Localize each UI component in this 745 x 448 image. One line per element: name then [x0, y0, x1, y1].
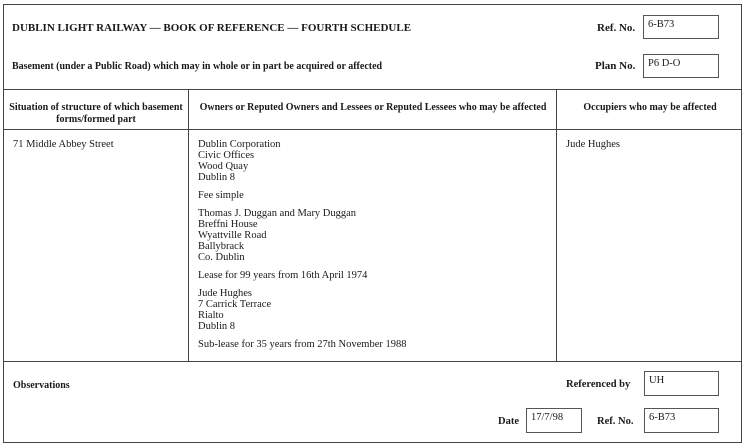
owner-line: Fee simple — [198, 190, 244, 201]
column-divider-1 — [188, 89, 189, 361]
page-title: DUBLIN LIGHT RAILWAY — BOOK OF REFERENCE — FOURTH SCHEDULE — [12, 22, 412, 34]
column-header-owners: Owners or Reputed Owners and Lessees or Reputed Lessees who may be affected — [199, 102, 547, 113]
situation-cell: 71 Middle Abbey Street — [13, 139, 114, 150]
owner-line: Dublin 8 — [198, 172, 236, 183]
ref-no-field[interactable]: 6-B73 — [643, 15, 719, 39]
owner-line: Wood Quay — [198, 161, 249, 172]
referenced-by-label: Referenced by — [566, 379, 631, 390]
owner-address — [198, 208, 550, 263]
owner-line: Jude Hughes — [198, 288, 252, 299]
observations-label: Observations — [13, 380, 70, 391]
plan-no-label: Plan No. — [595, 60, 636, 72]
date-label: Date — [498, 416, 519, 427]
owner-line: Dublin Corporation — [198, 139, 281, 150]
owner-line: Lease for 99 years from 16th April 1974 — [198, 270, 368, 281]
plan-no-field[interactable]: P6 D-O — [643, 54, 719, 78]
owner-address — [198, 288, 550, 332]
column-header-divider — [3, 129, 742, 130]
owner-note — [198, 339, 550, 350]
subtitle: Basement (under a Public Road) which may in whole or in part be acquired or affected — [12, 61, 383, 72]
header-divider — [3, 89, 742, 90]
owner-note — [198, 190, 550, 201]
owner-line: Civic Offices — [198, 150, 255, 161]
footer-ref-no-field[interactable]: 6-B73 — [644, 408, 719, 433]
owner-note — [198, 270, 550, 281]
referenced-by-field[interactable]: UH — [644, 371, 719, 396]
column-header-situation: Situation of structure of which basement forms/formed part — [9, 102, 183, 125]
owner-line: Wyattville Road — [198, 230, 267, 241]
owner-line: 7 Carrick Terrace — [198, 299, 272, 310]
date-field[interactable]: 17/7/98 — [526, 408, 582, 433]
ref-no-label: Ref. No. — [597, 22, 636, 34]
owner-line: Breffni House — [198, 219, 258, 230]
footer-ref-no-label: Ref. No. — [597, 416, 634, 427]
owner-line: Rialto — [198, 310, 224, 321]
column-header-occupiers: Occupiers who may be affected — [583, 102, 717, 113]
owner-line: Dublin 8 — [198, 321, 236, 332]
column-divider-2 — [556, 89, 557, 361]
owner-line: Ballybrack — [198, 241, 245, 252]
owner-line: Co. Dublin — [198, 252, 245, 263]
footer-divider — [3, 361, 742, 362]
owner-address — [198, 139, 550, 183]
occupiers-cell: Jude Hughes — [566, 139, 620, 150]
owner-line: Sub-lease for 35 years from 27th November 1988 — [198, 339, 407, 350]
owner-line: Thomas J. Duggan and Mary Duggan — [198, 208, 357, 219]
owners-cell — [198, 139, 550, 357]
